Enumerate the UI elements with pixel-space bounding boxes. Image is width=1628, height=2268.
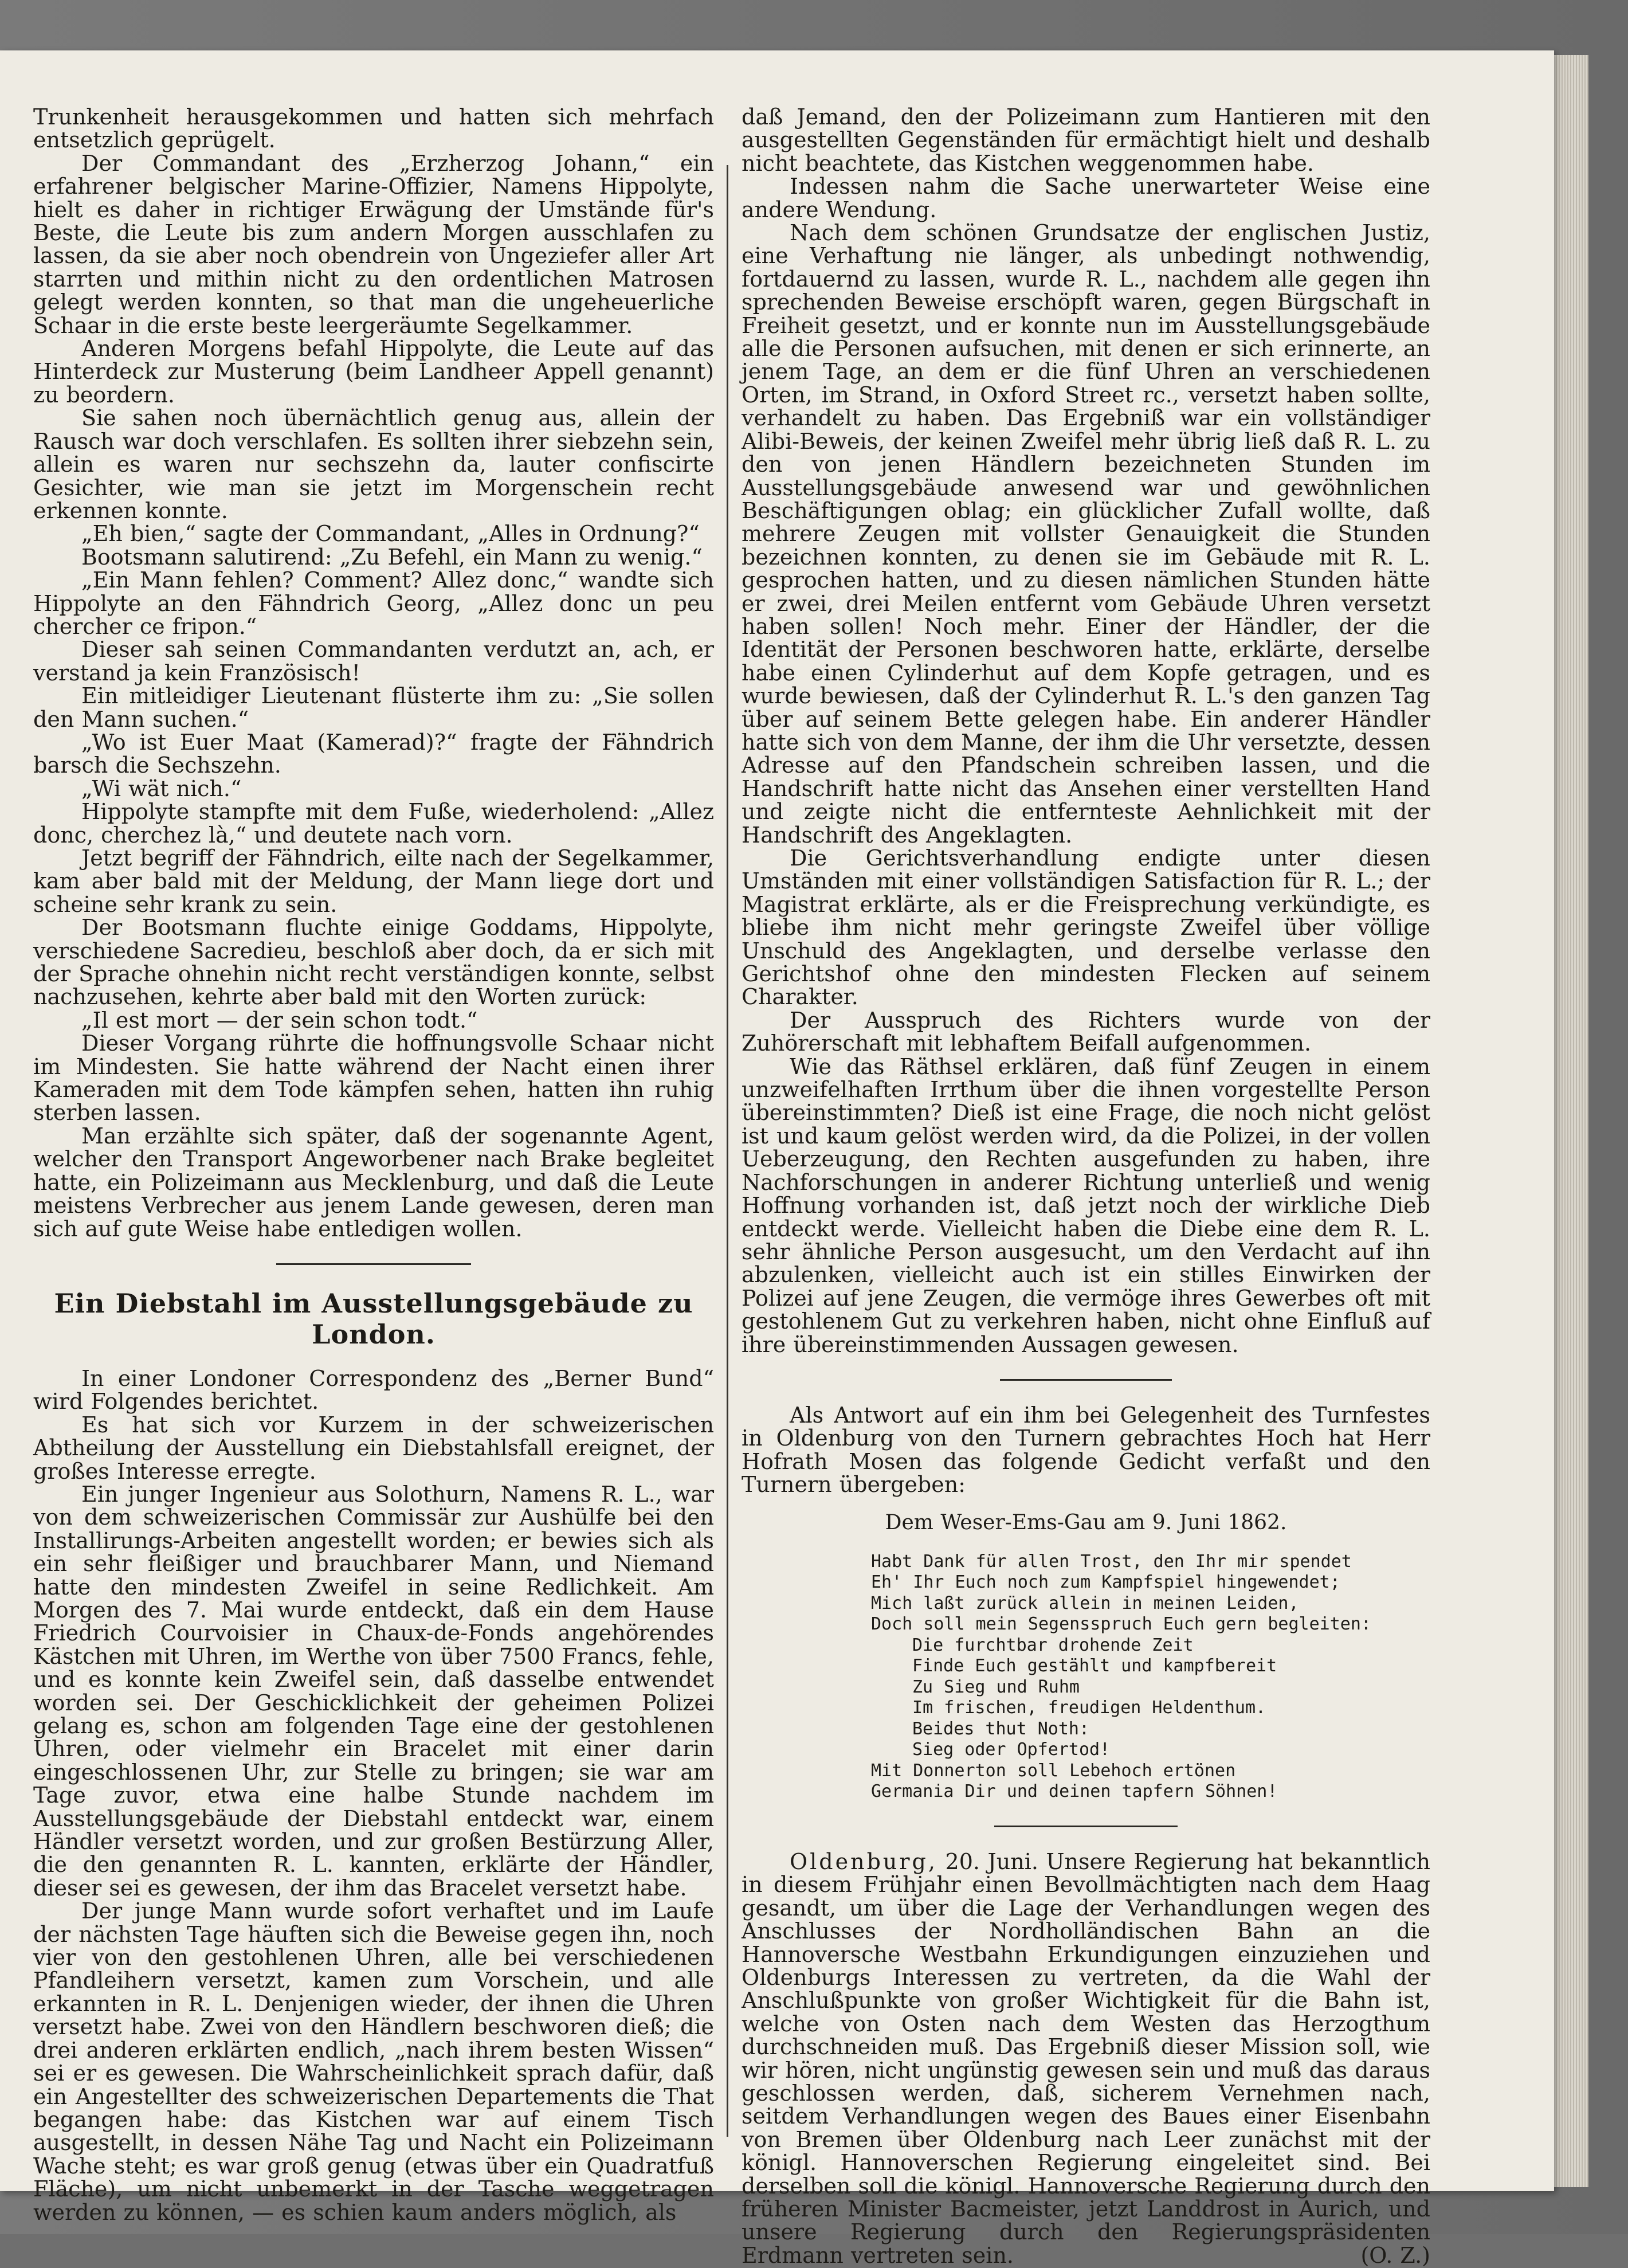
paragraph: Der Bootsmann fluchte einige Goddams, Hippolyte, verschiedene Sacredieu, beschloß aber doch, da er sich mit der Sprache ohnehin nicht recht verständigen konnte, selbst nachzusehen, kehrte aber bald mit den Worten zurück: <box>33 915 714 1010</box>
paragraph: Dieser Vorgang rührte die hoffnungsvolle Schaar nicht im Mindesten. Sie hatte während der Nacht einen ihrer Kameraden mit dem Tode kämpfen sehen, hatten ihn ruhig sterben lassen. <box>33 1031 714 1126</box>
left-column <box>33 105 714 2224</box>
paragraph: Hippolyte stampfte mit dem Fuße, wiederholend: „Allez donc, cherchez là,“ und deutete nach vorn. <box>33 799 714 848</box>
poem-line: Mit Donnerton soll Lebehoch ertönen <box>871 1760 1236 1781</box>
paragraph: Ein mitleidiger Lieutenant flüsterte ihm zu: „Sie sollen den Mann suchen.“ <box>33 683 714 732</box>
paragraph: Trunkenheit herausgekommen und hatten sich mehrfach entsetzlich geprügelt. <box>33 104 714 153</box>
paragraph: Es hat sich vor Kurzem in der schweizerischen Abtheilung der Ausstellung ein Diebstahlsfall ereignet, der großes Interesse erregte. <box>33 1412 714 1484</box>
paragraph: Ein junger Ingenieur aus Solothurn, Namens R. L., war von dem schweizerischen Commissär zur Aushülfe bei den Installirungs-Arbeiten angestellt worden; er bewies sich als ein sehr fleißiger und brauchbarer Mann, und Niemand hatte den mindesten Zweifel in seine Redlichkeit. Am Morgen des 7. Mai wurde entdeckt, daß ein dem Hause Friedrich Courvoisier in Chaux-de-Fonds angehörendes Kästchen mit Uhren, im Werthe von über 7500 Francs, fehle, und es konnte kein Zweifel sein, daß dasselbe entwendet worden sei. Der Geschicklichkeit der geheimen Polizei gelang es, schon am folgenden Tage eine der gestohlenen Uhren, oder vielmehr ein Bracelet mit einer darin eingeschlossenen Uhr, zur Stelle zu bringen; sie war am Tage zuvor, etwa eine halbe Stunde nachdem im Ausstellungsgebäude der Diebstahl entdeckt war, einem Händler versetzt worden, und zur großen Bestürzung Aller, die den genannten R. L. kannten, erklärte der Händler, dieser sei es gewesen, der ihm das Bracelet versetzt habe. <box>33 1481 714 1901</box>
paragraph: Indessen nahm die Sache unerwarteter Weise eine andere Wendung. <box>742 174 1430 222</box>
poem-line: Beides thut Noth: <box>912 1718 1090 1739</box>
poem-line: Germania Dir und deinen tapfern Söhnen! <box>871 1781 1278 1802</box>
paragraph: Die Gerichtsverhandlung endigte unter diesen Umständen mit einer vollständigen Satisfaction für R. L.; der Magistrat erklärte, als er die Freisprechung verkündigte, es bliebe ihm nicht mehr geringste Zweifel über völlige Unschuld des Angeklagten, und derselbe verlasse den Gerichtshof ohne den mindesten Flecken auf seinem Charakter. <box>742 845 1430 1010</box>
poem-line: Sieg oder Opfertod! <box>912 1740 1111 1760</box>
paragraph: Man erzählte sich später, daß der sogenannte Agent, welcher den Transport Angeworbener nach Brake begleitet hatte, ein Polizeimann aus Mecklenburg, und daß die Leute meistens Verbrecher aus jenem Lande gewesen, deren man sich auf gute Weise habe entledigen wollen. <box>33 1123 714 1241</box>
paragraph: „Eh bien,“ sagte der Commandant, „Alles in Ordnung?“ <box>81 521 700 547</box>
article-body <box>33 1367 714 2224</box>
poem-line: Zu Sieg und Ruhm <box>912 1676 1080 1697</box>
poem-line: Habt Dank für allen Trost, den Ihr mir spendet <box>871 1551 1352 1572</box>
column-divider <box>727 165 728 2137</box>
poem-line: Doch soll mein Segensspruch Euch gern begleiten: <box>871 1614 1371 1635</box>
news-place: Oldenburg, <box>790 1848 937 1874</box>
poem-intro: Als Antwort auf ein ihm bei Gelegenheit des Turnfestes in Oldenburg von den Turnern gebrachtes Hoch hat Herr Hofrath Mosen das folgende Gedicht verfaßt und den Turnern übergeben: <box>742 1402 1430 1498</box>
paragraph: „Il est mort — der sein schon todt.“ <box>81 1007 478 1033</box>
right-column-paragraphs <box>742 105 1430 1356</box>
right-column <box>742 105 1430 2267</box>
poem-line: Die furchtbar drohende Zeit <box>912 1635 1194 1655</box>
paragraph: In einer Londoner Correspondenz des „Berner Bund“ wird Folgendes berichtet. <box>33 1365 714 1415</box>
poem-line: Eh' Ihr Euch noch zum Kampfspiel hingewendet; <box>871 1572 1340 1593</box>
article-title: Ein Diebstahl im Ausstellungsgebäude zu London. <box>54 1287 693 1350</box>
paragraph: Wie das Räthsel erklären, daß fünf Zeugen in einem unzweifelhaften Irrthum über die ihnen vorgestellte Person übereinstimmten? Dieß ist eine Frage, die noch nicht gelöst ist und kaum gelöst werden wird, da die Polizei, in der vollen Ueberzeugung, den Rechten ausgefunden zu haben, ihre Nachforschungen in anderer Richtung unterließ und wenig Hoffnung vorhanden ist, daß jetzt noch der wirkliche Dieb entdeckt werde. Vielleicht haben die Diebe eine dem R. L. sehr ähnliche Person ausgesucht, um den Verdacht auf ihn abzulenken, vielleicht auch ist ein stilles Einwirken der Polizei auf jene Zeugen, die vermöge ihres Gewerbes oft mit gestohlenem Gut zu verkehren haben, nicht ohne Einfluß auf ihre übereinstimmenden Aussagen gewesen. <box>742 1053 1430 1357</box>
separator-rule <box>276 1263 471 1265</box>
paragraph: Bootsmann salutirend: „Zu Befehl, ein Mann zu wenig.“ <box>81 544 703 570</box>
paragraph: „Wi wät nich.“ <box>81 775 242 801</box>
separator-rule <box>1000 1379 1172 1381</box>
paragraph: Der Ausspruch des Richters wurde von der Zuhörerschaft mit lebhaftem Beifall aufgenommen. <box>742 1007 1430 1056</box>
paragraph: Jetzt begriff der Fähndrich, eilte nach der Segelkammer, kam aber bald mit der Meldung, der Mann liege dort und scheine sehr krank zu sein. <box>33 845 714 917</box>
newspaper-page <box>0 50 1554 2268</box>
paragraph: daß Jemand, den der Polizeimann zum Hantieren mit den ausgestellten Gegenständen für ermächtigt hielt und deshalb nicht beachtete, das Kistchen weggenommen habe. <box>742 104 1430 176</box>
paragraph: Anderen Morgens befahl Hippolyte, die Leute auf das Hinterdeck zur Musterung (beim Landheer Appell genannt) zu beordern. <box>33 336 714 408</box>
paragraph: Nach dem schönen Grundsatze der englischen Justiz, eine Verhaftung nie länger, als unbedingt nothwendig, fortdauernd zu lassen, wurde R. L., nachdem alle gegen ihn sprechenden Beweise erschöpft waren, gegen Bürgschaft in Freiheit gesetzt, und er konnte nun im Ausstellungsgebäude alle die Personen aufsuchen, mit denen er sich erinnerte, an jenem Tage, an dem er die fünf Uhren an verschiedenen Orten, im Strand, in Oxford Street rc., versetzt haben sollte, verhandelt zu haben. Das Ergebniß war ein vollständiger Alibi-Beweis, der keinen Zweifel mehr übrig ließ daß R. L. zu den von jenen Händlern bezeichneten Stunden im Ausstellungsgebäude anwesend war und gewöhnlichen Beschäftigungen oblag; ein glücklicher Zufall wollte, daß mehrere Zeugen mit vollster Genauigkeit die Stunden bezeichnen konnten, zu denen sie im Gebäude mit R. L. gesprochen hatten, und zu diesen nämlichen Stunden hätte er zwei, drei Meilen entfernt vom Gebäude Uhren versetzt haben sollen! Noch mehr. Einer der Händler, der die Identität der Personen beschworen hatte, erklärte, derselbe habe einen Cylinderhut auf dem Kopfe getragen, und es wurde bewiesen, daß der Cylinderhut R. L.'s den ganzen Tag über auf seinem Bette gelegen habe. Ein anderer Händler hatte sich von dem Manne, der ihm die Uhr versetzte, dessen Adresse auf den Pfandschein schreiben lassen, und die Handschrift hatte nicht das Ansehen einer verstellten Hand und zeigte nicht die entfernteste Aehnlichkeit mit der Handschrift des Angeklagten. <box>742 220 1430 848</box>
poem-line: Finde Euch gestählt und kampfbereit <box>912 1656 1277 1676</box>
left-column-paragraphs <box>33 105 714 1240</box>
paragraph: Sie sahen noch übernächtlich genug aus, allein der Rausch war doch verschlafen. Es sollten ihrer siebzehn sein, allein es waren nur sechszehn da, lauter confiscirte Gesichter, wie man sie jetzt im Morgenschein recht erkennen konnte. <box>33 405 714 523</box>
news-item <box>742 1850 1430 2267</box>
paragraph: „Ein Mann fehlen? Comment? Allez donc,“ wandte sich Hippolyte an den Fähndrich Georg, „Allez donc un peu chercher ce fripon.“ <box>33 567 714 639</box>
separator-rule <box>994 1826 1178 1827</box>
poem <box>871 1552 1430 1803</box>
poem-line: Mich laßt zurück allein in meinen Leiden, <box>871 1593 1299 1613</box>
paragraph: Der junge Mann wurde sofort verhaftet und im Laufe der nächsten Tage häuften sich die Beweise gegen ihn, noch vier von den gestohlenen Uhren, alle bei verschiedenen Pfandleihern versetzt, kamen zum Vorschein, und alle erkannten in R. L. Denjenigen wieder, der ihnen die Uhren versetzt habe. Zwei von den Händlern beschworen dieß; die drei anderen erklärten endlich, „nach ihrem besten Wissen“ sei er es gewesen. Die Wahrscheinlichkeit sprach dafür, daß ein Angestellter des schweizerischen Departements die That begangen habe: das Kistchen war auf einem Tisch ausgestellt, in dessen Nähe Tag und Nacht ein Polizeimann Wache steht; es war groß genug (etwas über ein Quadratfuß Fläche), um nicht unbemerkt in der Tasche weggetragen werden zu können, — es schien kaum anders möglich, als <box>33 1898 714 2225</box>
poem-line: Im frischen, freudigen Heldenthum. <box>912 1698 1266 1718</box>
news-signature: (O. Z.) <box>1360 2242 1430 2268</box>
paragraph: „Wo ist Euer Maat (Kamerad)?“ fragte der Fähndrich barsch die Sechszehn. <box>33 729 714 778</box>
paragraph: Der Commandant des „Erzherzog Johann,“ ein erfahrener belgischer Marine-Offizier, Namens Hippolyte, hielt es daher in richtiger Erwägung der Umstände für's Beste, die Leute bis zum andern Morgen ausschlafen zu lassen, da sie aber noch obendrein von Ungeziefer aller Art starrten und mithin nicht zu den ordentlichen Matrosen gelegt werden konnten, so that man die ungeheuerliche Schaar in die erste beste leergeräumte Segelkammer. <box>33 150 714 338</box>
page-edges <box>1554 55 1588 2187</box>
paragraph: Dieser sah seinen Commandanten verdutzt an, ach, er verstand ja kein Französisch! <box>33 637 714 686</box>
poem-dedication: Dem Weser-Ems-Gau am 9. Juni 1862. <box>885 1510 1287 1534</box>
news-date: 20. Juni. <box>945 1848 1038 1874</box>
news-text: Unsere Regierung hat bekanntlich in diesem Frühjahr einen Bevollmächtigten nach dem Haag gesandt, um über die Lage der Verhandlungen wegen des Anschlusses der Nordholländischen Bahn an die Hannoversche Westbahn Erkundigungen einzuziehen und Oldenburgs Interessen zu vertreten, da die Wahl der Anschlußpunkte von großer Wichtigkeit für die Bahn ist, welche von Osten nach dem Westen das Herzogthum durchschneiden muß. Das Ergebniß dieser Mission soll, wie wir hören, nicht ungünstig gewesen sein und muß das daraus geschlossen werden, daß, sicherem Vernehmen nach, seitdem Verhandlungen wegen des Baues einer Eisenbahn von Bremen über Oldenburg nach Leer zunächst mit der königl. Hannoverschen Regierung eingeleitet sind. Bei derselben soll die königl. Hannoversche Regierung durch den früheren Minister Bacmeister, jetzt Landdrost in Aurich, und unsere Regierung durch den Regierungspräsidenten Erdmann vertreten sein. <box>742 1848 1430 2268</box>
